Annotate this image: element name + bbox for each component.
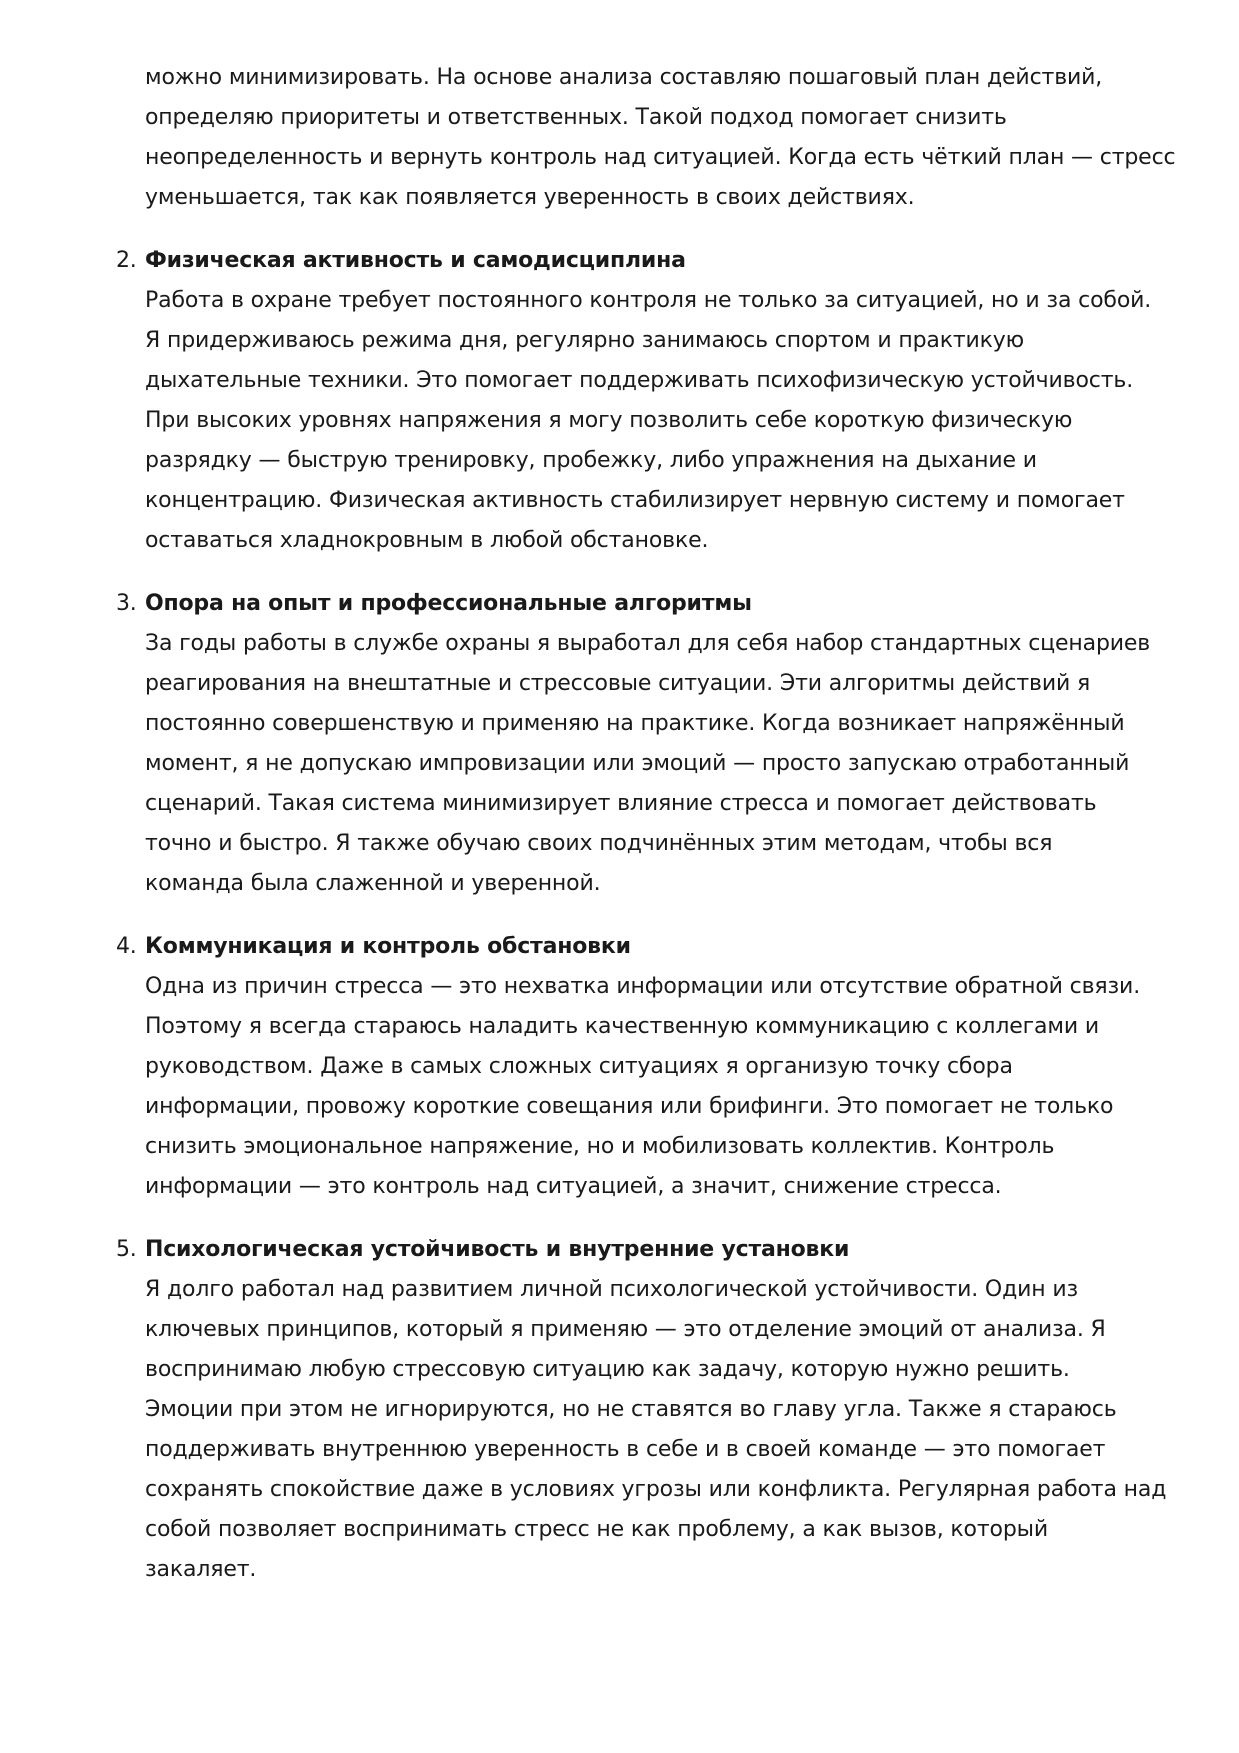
paragraph-line: собой позволяет воспринимать стресс не как проблему, а как вызов, который (145, 1517, 1048, 1542)
list-item-body (145, 1270, 1239, 1590)
list-item (0, 1230, 1239, 1590)
paragraph-line: концентрацию. Физическая активность стабилизирует нервную систему и помогает (145, 488, 1125, 513)
list-item-body (145, 281, 1239, 561)
list-item-body (145, 967, 1239, 1207)
paragraph-line: При высоких уровнях напряжения я могу позволить себе короткую физическую (145, 408, 1073, 433)
paragraph-line: сценарий. Такая система минимизирует влияние стресса и помогает действовать (145, 791, 1097, 816)
list-item-title: Физическая активность и самодисциплина (145, 248, 686, 273)
paragraph-line: Одна из причин стресса — это нехватка информации или отсутствие обратной связи. (145, 974, 1141, 999)
paragraph-line: реагирования на внештатные и стрессовые ситуации. Эти алгоритмы действий я (145, 671, 1091, 696)
paragraph-line: уменьшается, так как появляется уверенность в своих действиях. (145, 185, 915, 210)
paragraph-line: сохранять спокойствие даже в условиях угрозы или конфликта. Регулярная работа над (145, 1477, 1167, 1502)
list-item (0, 584, 1239, 904)
paragraph-line: разрядку — быструю тренировку, пробежку, либо упражнения на дыхание и (145, 448, 1037, 473)
list-item-heading (116, 584, 1239, 624)
list-item-number: 4. (116, 934, 137, 959)
paragraph-line: Я долго работал над развитием личной психологической устойчивости. Один из (145, 1277, 1079, 1302)
list-item-title: Коммуникация и контроль обстановки (145, 934, 631, 959)
paragraph-line: можно минимизировать. На основе анализа составляю пошаговый план действий, (145, 65, 1103, 90)
paragraph-line: поддерживать внутреннюю уверенность в себе и в своей команде — это помогает (145, 1437, 1106, 1462)
paragraph-line: ключевых принципов, который я применяю — это отделение эмоций от анализа. Я (145, 1317, 1106, 1342)
paragraph-line: точно и быстро. Я также обучаю своих подчинённых этим методам, чтобы вся (145, 831, 1053, 856)
paragraph-line: информации — это контроль над ситуацией, а значит, снижение стресса. (145, 1174, 1002, 1199)
list-item-number: 2. (116, 248, 137, 273)
paragraph-line: момент, я не допускаю импровизации или эмоций — просто запускаю отработанный (145, 751, 1130, 776)
paragraph-line: оставаться хладнокровным в любой обстановке. (145, 528, 709, 553)
paragraph-line: Я придерживаюсь режима дня, регулярно занимаюсь спортом и практикую (145, 328, 1025, 353)
list-item-title: Опора на опыт и профессиональные алгоритмы (145, 591, 752, 616)
paragraph-line: закаляет. (145, 1557, 257, 1582)
paragraph-line: неопределенность и вернуть контроль над ситуацией. Когда есть чёткий план — стресс (145, 145, 1176, 170)
list-item-heading (116, 241, 1239, 281)
list-item-number: 3. (116, 591, 137, 616)
paragraph-line: команда была слаженной и уверенной. (145, 871, 601, 896)
paragraph-line: Поэтому я всегда стараюсь наладить качественную коммуникацию с коллегами и (145, 1014, 1099, 1039)
list-item-body (145, 624, 1239, 904)
paragraph-line: Эмоции при этом не игнорируются, но не ставятся во главу угла. Также я стараюсь (145, 1397, 1117, 1422)
paragraph-line: руководством. Даже в самых сложных ситуациях я организую точку сбора (145, 1054, 1013, 1079)
paragraph-line: информации, провожу короткие совещания или брифинги. Это помогает не только (145, 1094, 1114, 1119)
paragraph-line: Работа в охране требует постоянного контроля не только за ситуацией, но и за собой. (145, 288, 1152, 313)
list-item-number: 5. (116, 1237, 137, 1262)
paragraph-line: дыхательные техники. Это помогает поддерживать психофизическую устойчивость. (145, 368, 1134, 393)
list-item (0, 241, 1239, 561)
paragraph-line: постоянно совершенствую и применяю на практике. Когда возникает напряжённый (145, 711, 1125, 736)
paragraph-line: воспринимаю любую стрессовую ситуацию как задачу, которую нужно решить. (145, 1357, 1070, 1382)
list-item-heading (116, 927, 1239, 967)
intro-paragraph (145, 58, 1239, 218)
paragraph-line: За годы работы в службе охраны я выработал для себя набор стандартных сценариев (145, 631, 1151, 656)
list-item-title: Психологическая устойчивость и внутренние установки (145, 1237, 850, 1262)
list-item-heading (116, 1230, 1239, 1270)
paragraph-line: снизить эмоциональное напряжение, но и мобилизовать коллектив. Контроль (145, 1134, 1055, 1159)
list-item (0, 927, 1239, 1207)
paragraph-line: определяю приоритеты и ответственных. Такой подход помогает снизить (145, 105, 1007, 130)
